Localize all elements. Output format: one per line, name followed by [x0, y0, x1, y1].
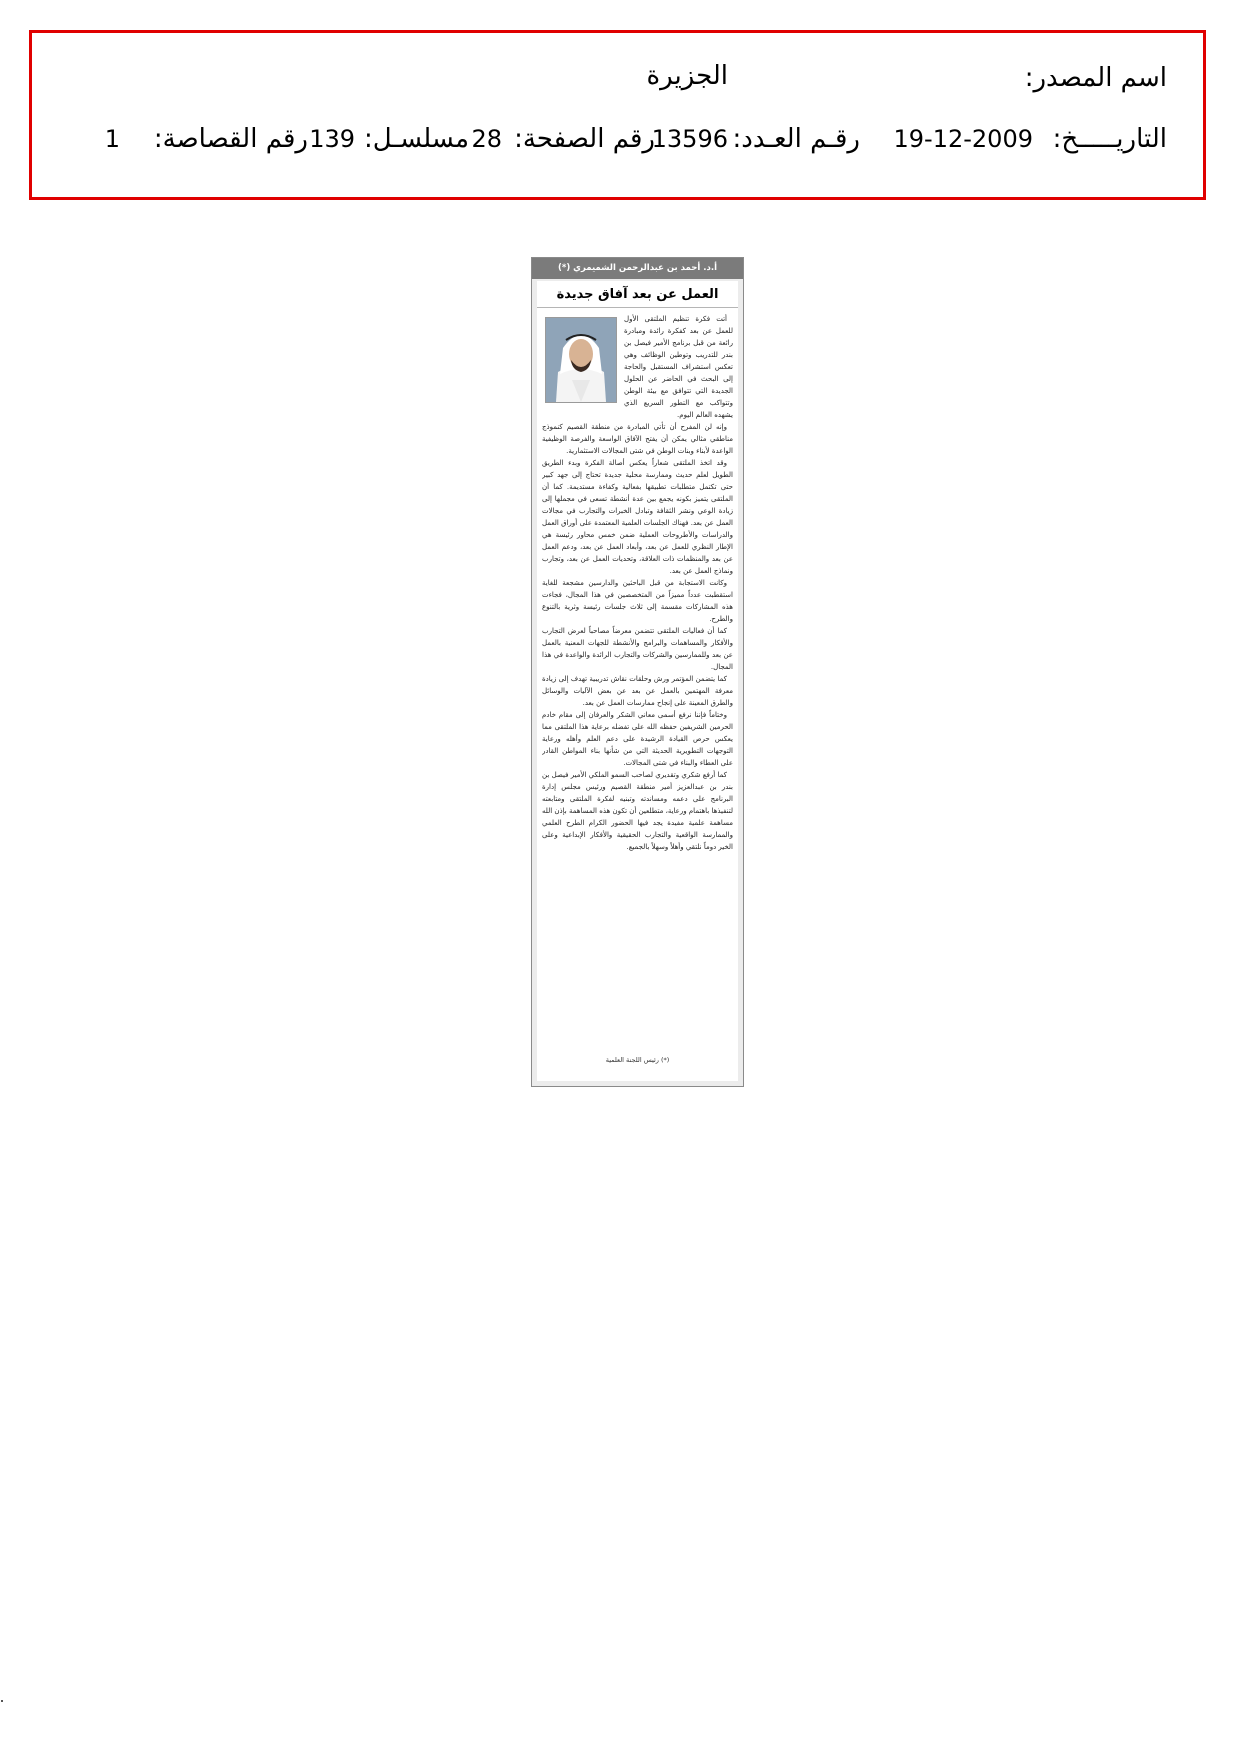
article-paragraph: أتت فكرة تنظيم الملتقى الأول للعمل عن بعد كفكرة رائدة ومبادرة رائعة من قبل برنامج الأمير فيصل بن بندر للتدريب وتوطين الوظائف وهي تعكس استشراف المستقبل والحاجة إلى البحث في الحاضر عن الحلول الجديدة التي تتوافق مع بيئة الوطن وتتواكب مع التطور السريع الذي يشهده العالم اليوم.: [624, 315, 733, 419]
article-paragraph: وختاماً فإننا نرفع أسمى معاني الشكر والعرفان إلى مقام خادم الحرمين الشريفين حفظه الله على تفضله برعاية هذا الملتقى مما يعكس حرص القيادة الرشيدة على دعم العلم وأهله ورعاية التوجهات التطويرية الحديثة التي من شأنها بناء المواطن القادر على العطاء والبناء في شتى المجالات.: [542, 711, 733, 767]
clip-value: 1: [104, 125, 120, 153]
serial-label: مسلسـل:: [364, 124, 469, 154]
date-value: 19-12-2009: [893, 125, 1033, 153]
clip-label: رقم القصاصة:: [153, 124, 308, 154]
page-value: 28: [471, 125, 502, 153]
article-paragraph: كما يتضمن المؤتمر ورش وحلقات نقاش تدريبية تهدف إلى زيادة معرفة المهتمين بالعمل عن بعد عن بعض الآليات والوسائل والطرق المعينة على إنجاح ممارسات العمل عن بعد.: [542, 675, 733, 707]
newspaper-clipping: [531, 257, 744, 1087]
article-paragraph: وإنه لن المفرح أن تأتي المبادرة من منطقة القصيم كنموذج مناطقي مثالي يمكن أن يفتح الآفاق الواسعة والفرصة الوظيفية الواعدة لأبناء وبنات الوطن في شتى المجالات الاستثمارية.: [542, 423, 733, 455]
source-label: اسم المصدر:: [1024, 63, 1167, 93]
issue-value: 13596: [651, 125, 728, 153]
article-paragraph: وقد اتخذ الملتقى شعاراً يعكس أصالة الفكرة وبدء الطريق الطويل لعلم حديث وممارسة محلية جديدة تحتاج إلى جهد كبير حتى تكتمل متطلبات تطبيقها بفعالية وكفاءة مستديمة. كما أن الملتقى يتميز بكونه يجمع بين عدة أنشطة تسعى في مجملها إلى زيادة الوعي ونشر الثقافة وتبادل الخبرات والتجارب في مجالات العمل عن بعد. فهناك الجلسات العلمية المعتمدة على أوراق العمل والدراسات والأطروحات العملية ضمن خمس محاور رئيسة هي الإطار النظري للعمل عن بعد، وأبعاد العمل عن بعد، ودعم العمل عن بعد والمنظمات ذات العلاقة، وتحديات العمل عن بعد، وتجارب ونماذج العمل عن بعد.: [542, 459, 733, 575]
author-footnote: (*) رئيس اللجنة العلمية: [605, 1056, 670, 1064]
serial-value: 139: [309, 125, 355, 153]
article-body: [542, 313, 733, 1033]
article-paragraph: وكانت الاستجابة من قبل الباحثين والدارسين مشجعة للغاية استقطبت عدداً مميزاً من المتخصصين في هذا المجال، فجاءت هذه المشاركات مقسمة إلى ثلاث جلسات رئيسة وثرية بالتنوع والطرح.: [542, 579, 733, 623]
page-label: رقم الصفحة:: [514, 124, 655, 154]
source-metadata-box: [29, 30, 1206, 200]
scan-speck: [1, 1700, 3, 1702]
issue-label: رقـم العـدد:: [732, 124, 860, 154]
source-value: الجزيرة: [646, 61, 728, 91]
article-headline: العمل عن بعد آفاق جديدة: [537, 283, 738, 308]
author-byline: أ.د. أحمد بن عبدالرحمن الشميمري (*): [532, 258, 743, 279]
article-panel: [537, 281, 738, 1081]
article-paragraph: كما أن فعاليات الملتقى تتضمن معرضاً مصاحباً لعرض التجارب والأفكار والمساهمات والبرامج والأنشطة للجهات المعنية بالعمل عن بعد وللممارسين والشركات والتجارب الرائدة والواعدة في هذا المجال.: [542, 627, 733, 671]
article-paragraph: كما أرفع شكري وتقديري لصاحب السمو الملكي الأمير فيصل بن بندر بن عبدالعزيز أمير منطقة القصيم ورئيس مجلس إدارة البرنامج على دعمه ومساندته وتبنيه لفكرة الملتقى ومتابعته لتنفيذها باهتمام ورعاية، متطلعين أن تكون هذه المساهمة بإذن الله مساهمة علمية مفيدة يجد فيها الحضور الكرام الطرح العلمي والممارسة الواقعية والتجارب الحقيقية والأفكار الإبداعية وعلى الخير دوماً نلتقي وأهلاً وسهلاً بالجميع.: [542, 771, 733, 851]
date-label: التاريـــــخ:: [1052, 124, 1167, 154]
